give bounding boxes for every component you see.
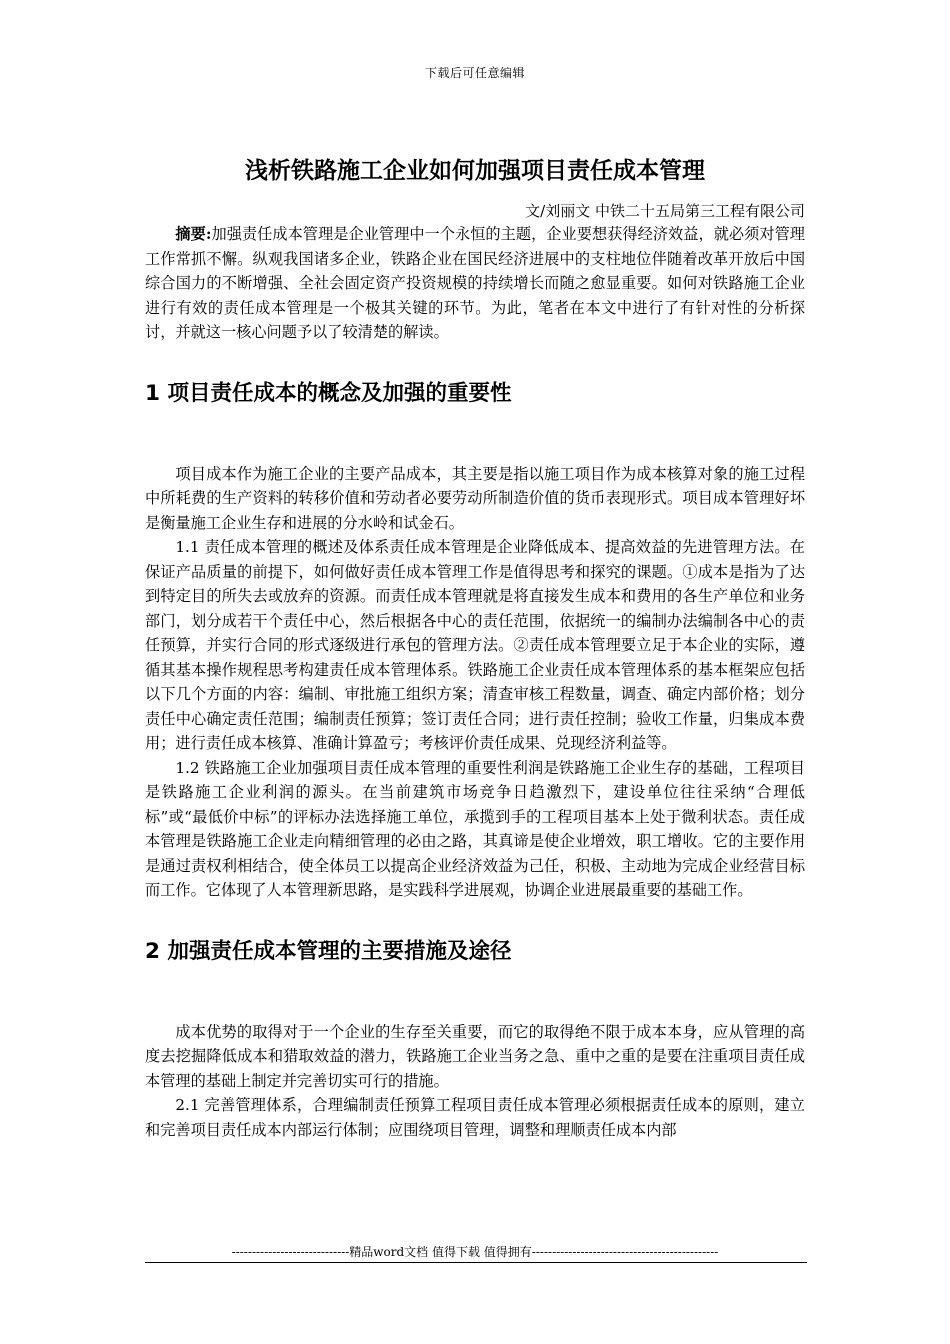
author-line: 文/刘丽文 中铁二十五局第三工程有限公司 xyxy=(525,202,805,220)
document-title: 浅析铁路施工企业如何加强项目责任成本管理 xyxy=(245,157,705,184)
section-2-paragraph-1: 成本优势的取得对于一个企业的生存至关重要，而它的取得绝不限于成本本身，应从管理的高度去挖掘降低成本和猎取效益的潜力，铁路施工企业当务之急、重中之重的是要在注重项目责任成本管理的基础上制定并完善切实可行的措施。 xyxy=(145,1022,805,1090)
section-2-heading: 2 加强责任成本管理的主要措施及途径 xyxy=(145,938,512,964)
abstract-paragraph xyxy=(145,222,805,345)
page-footer: -----------------------------精品word文档 值得下载 值得拥有---------------------------------------------- xyxy=(231,1245,719,1259)
section-1-paragraph-1: 项目成本作为施工企业的主要产品成本，其主要是指以施工项目作为成本核算对象的施工过程中所耗费的生产资料的转移价值和劳动者必要劳动所制造价值的货币表现形式。项目成本管理好坏是衡量施工企业生存和进展的分水岭和试金石。 xyxy=(145,464,805,532)
section-1-paragraph-3: 1.2 铁路施工企业加强项目责任成本管理的重要性利润是铁路施工企业生存的基础，工程项目是铁路施工企业利润的源头。在当前建筑市场竞争日趋激烈下，建设单位往往采纳“合理低标”或“最低价中标”的评标办法选择施工单位，承揽到手的工程项目基本上处于微利状态。责任成本管理是铁路施工企业走向精细管理的必由之路，其真谛是使企业增效，职工增收。它的主要作用是通过责权利相结合，使全体员工以提高企业经济效益为己任，积极、主动地为完成企业经营目标而工作。它体现了人本管理新思路，是实践科学进展观，协调企业进展最重要的基础工作。 xyxy=(145,758,805,899)
section-2-paragraph-2: 2.1 完善管理体系，合理编制责任预算工程项目责任成本管理必须根据责任成本的原则，建立和完善项目责任成本内部运行体制；应围绕项目管理，调整和理顺责任成本内部 xyxy=(145,1096,805,1139)
footer-divider xyxy=(145,1262,807,1263)
abstract-text: 加强责任成本管理是企业管理中一个永恒的主题，企业要想获得经济效益，就必须对管理工作常抓不懈。纵观我国诸多企业，铁路企业在国民经济进展中的支柱地位伴随着改革开放后中国综合国力的不断增强、全社会固定资产投资规模的持续增长而随之愈显重要。如何对铁路施工企业进行有效的责任成本管理是一个极其关键的环节。为此，笔者在本文中进行了有针对性的分析探讨，并就这一核心问题予以了较清楚的解读。 xyxy=(145,225,805,341)
abstract-label: 摘要: xyxy=(175,225,212,243)
section-1-paragraph-2: 1.1 责任成本管理的概述及体系责任成本管理是企业降低成本、提高效益的先进管理方法。在保证产品质量的前提下，如何做好责任成本管理工作是值得思考和探究的课题。①成本是指为了达到特定目的所失去或放弃的资源。而责任成本管理就是将直接发生成本和费用的各生产单位和业务部门，划分成若干个责任中心，然后根据各中心的责任范围，依据统一的编制办法编制各中心的责任预算，并实行合同的形式逐级进行承包的管理方法。②责任成本管理要立足于本企业的实际，遵循其基本操作规程思考构建责任成本管理体系。铁路施工企业责任成本管理体系的基本框架应包括以下几个方面的内容：编制、审批施工组织方案；清查审核工程数量，调查、确定内部价格；划分责任中心确定责任范围；编制责任预算；签订责任合同；进行责任控制；验收工作量，归集成本费用；进行责任成本核算、准确计算盈亏；考核评价责任成果、兑现经济利益等。 xyxy=(145,538,805,752)
document-body xyxy=(145,222,805,1142)
section-1-heading: 1 项目责任成本的概念及加强的重要性 xyxy=(145,380,512,406)
page-header: 下载后可任意编辑 xyxy=(424,66,525,80)
